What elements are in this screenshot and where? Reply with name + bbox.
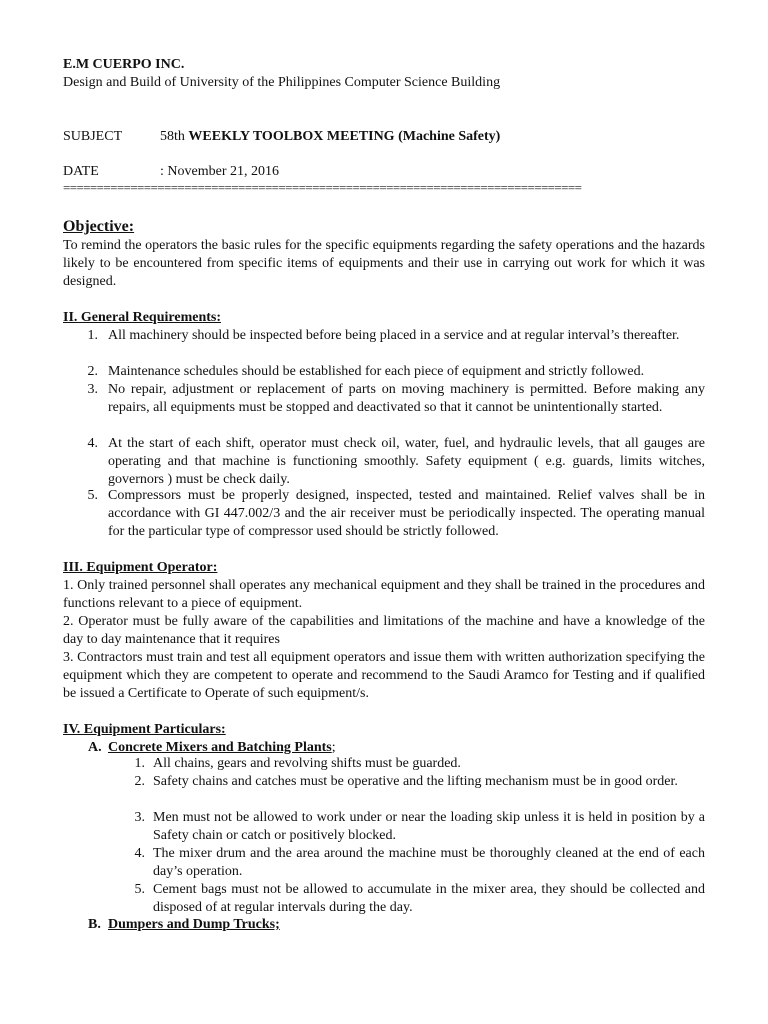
- general-item-number: 4.: [87, 436, 98, 451]
- mixer-item: The mixer drum and the area around the machine must be thoroughly cleaned at the end of each day’s operation.: [153, 846, 705, 879]
- mixer-item-number: 4.: [134, 846, 145, 861]
- general-item-number: 1.: [87, 328, 98, 343]
- mixer-item: Cement bags must not be allowed to accumulate in the mixer area, they should be collected and disposed of at regular intervals during the day.: [153, 882, 705, 915]
- objective-heading: Objective:: [63, 218, 135, 235]
- subject-title: WEEKLY TOOLBOX MEETING (Machine Safety): [188, 129, 501, 144]
- project-title: Design and Build of University of the Philippines Computer Science Building: [63, 75, 501, 90]
- mixer-item-number: 3.: [134, 810, 145, 825]
- operator-paragraph: 1. Only trained personnel shall operates any mechanical equipment and they shall be trained in the procedures and functions relevant to a piece of equipment.: [63, 578, 705, 611]
- general-item-number: 3.: [87, 382, 98, 397]
- mixer-item-number: 5.: [134, 882, 145, 897]
- general-item-number: 5.: [87, 488, 98, 503]
- general-item-number: 2.: [87, 364, 98, 379]
- section-b-title: Dumpers and Dump Trucks;: [108, 917, 280, 932]
- operator-paragraph: 2. Operator must be fully aware of the capabilities and limitations of the machine and have a knowledge of the day to day maintenance that it requires: [63, 614, 705, 647]
- date-value: : November 21, 2016: [160, 164, 279, 179]
- date-label: DATE: [63, 164, 99, 179]
- section-a-suffix: ;: [331, 740, 336, 755]
- general-heading: II. General Requirements:: [63, 310, 221, 325]
- company-name: E.M CUERPO INC.: [63, 57, 185, 72]
- mixer-item: Safety chains and catches must be operative and the lifting mechanism must be in good order.: [153, 774, 678, 789]
- subject-label: SUBJECT: [63, 129, 123, 144]
- general-item: At the start of each shift, operator must check oil, water, fuel, and hydraulic levels, that all gauges are operating and that machine is functioning smoothly. Safety equipment ( e.g. guards, limits witches, governors ) must be check daily.: [108, 436, 705, 487]
- section-a-letter: A.: [88, 740, 102, 755]
- operator-paragraph: 3. Contractors must train and test all equipment operators and issue them with written authorization specifying the equipment which they are competent to operate and recommend to the Saudi Aramco for Testing and if qualified be issued a Certificate to Operate of such equipment/s.: [63, 650, 705, 701]
- mixer-item: All chains, gears and revolving shifts must be guarded.: [153, 756, 461, 771]
- general-item: No repair, adjustment or replacement of parts on moving machinery is permitted. Before making any repairs, all equipments must be stopped and deactivated so that it cannot be unintentionally started.: [108, 382, 705, 415]
- mixer-item: Men must not be allowed to work under or near the loading skip unless it is held in position by a Safety chain or catch or positively blocked.: [153, 810, 705, 843]
- general-item: All machinery should be inspected before being placed in a service and at regular interval’s thereafter.: [108, 328, 680, 343]
- subject-prefix: 58th: [160, 129, 189, 144]
- mixer-item-number: 2.: [134, 774, 145, 789]
- objective-text: To remind the operators the basic rules for the specific equipments regarding the safety operations and the hazards likely to be encountered from specific items of equipments and their use in carrying out work for which it was designed.: [63, 238, 705, 289]
- separator-line: =============================================================================: [63, 180, 582, 195]
- section-a-title: Concrete Mixers and Batching Plants: [108, 740, 332, 755]
- mixer-item-number: 1.: [134, 756, 145, 771]
- particulars-heading: IV. Equipment Particulars:: [63, 722, 226, 737]
- general-item: Compressors must be properly designed, inspected, tested and maintained. Relief valves shall be in accordance with GI 447.002/3 and the air receiver must be periodically inspected. The operating manual for the particular type of compressor used should be strictly followed.: [108, 488, 705, 539]
- operator-heading: III. Equipment Operator:: [63, 560, 218, 575]
- general-item: Maintenance schedules should be established for each piece of equipment and strictly followed.: [108, 364, 645, 379]
- section-b-letter: B.: [88, 917, 101, 932]
- subject-line: [160, 128, 500, 146]
